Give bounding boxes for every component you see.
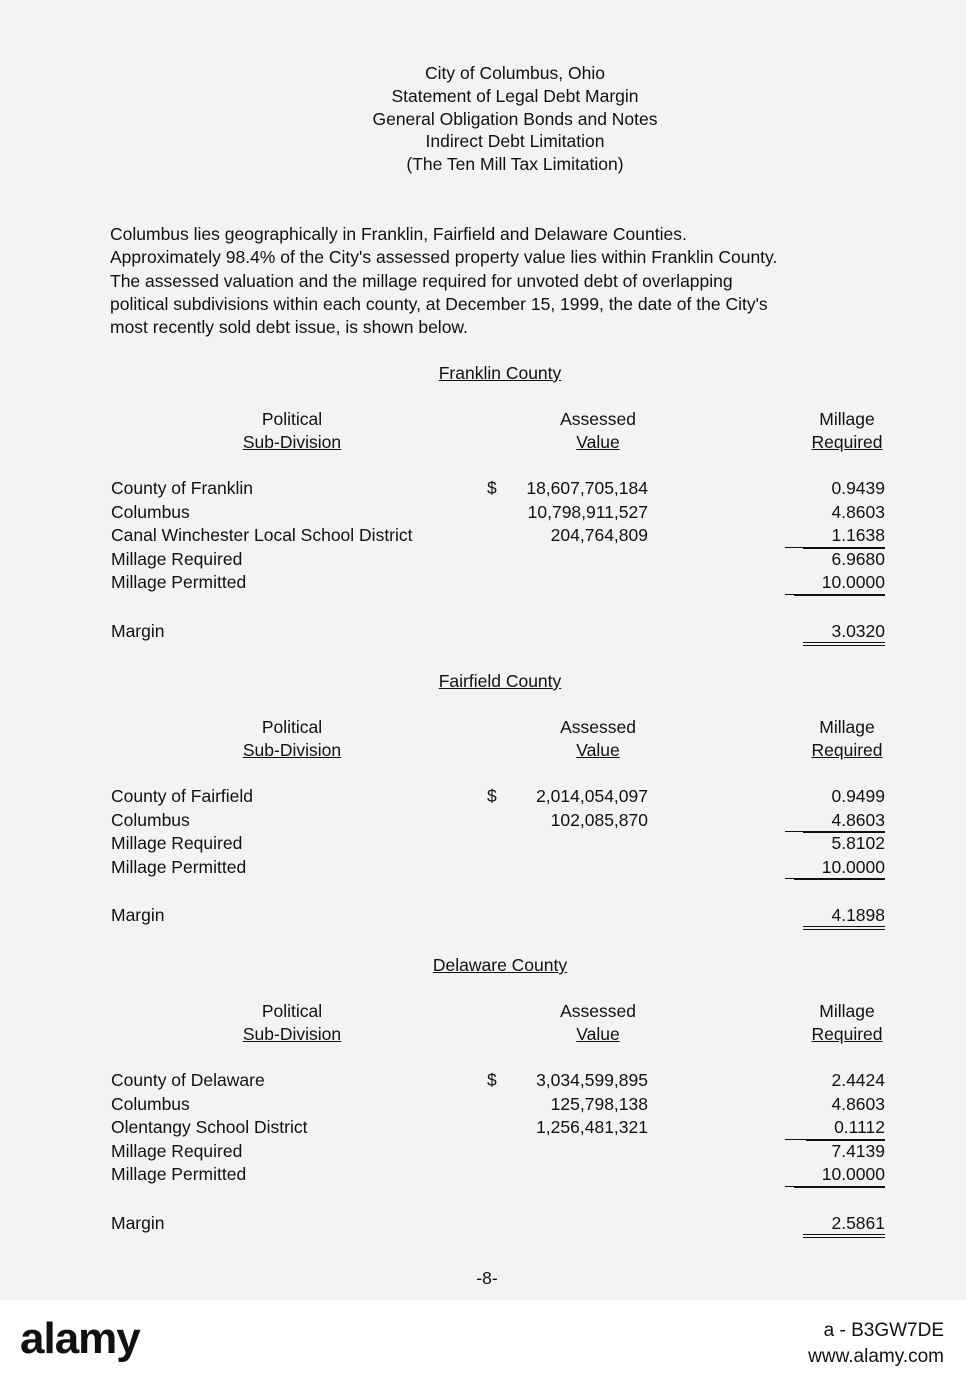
table-row [0, 785, 966, 809]
millage-value: 0.9439 [831, 478, 885, 498]
col-header-line: Required [811, 1024, 883, 1044]
intro-line: most recently sold debt issue, is shown below. [110, 317, 468, 338]
intro-line: Approximately 98.4% of the City's assessed property value lies within Franklin County. [110, 247, 778, 268]
row-label: Millage Permitted [111, 572, 247, 592]
millage-value: 2.4424 [831, 1070, 885, 1090]
millage-value: 4.1898 [803, 904, 885, 930]
row-label: Millage Required [111, 1140, 243, 1161]
table-row [0, 571, 966, 595]
row-label: Millage Permitted [111, 856, 247, 877]
millage-value: 10.0000 [794, 571, 885, 596]
col-header-line: Value [576, 432, 620, 452]
col-header-line: Sub-Division [242, 1024, 342, 1044]
col-header-millage [767, 1000, 927, 1046]
row-label: County of Delaware [111, 1070, 265, 1090]
row-label: Columbus [111, 501, 190, 522]
col-header-subdivision [192, 408, 392, 454]
millage-value: 10.0000 [794, 856, 885, 881]
row-label: County of Fairfield [111, 786, 254, 806]
table-row [0, 1069, 966, 1093]
table-row [0, 1116, 966, 1140]
assessed-value: 1,256,481,321 [536, 1117, 648, 1137]
row-label: Millage Permitted [111, 1164, 247, 1184]
assessed-value: 10,798,911,527 [527, 501, 648, 522]
row-label: Columbus [111, 809, 190, 830]
image-id: a - B3GW7DE [823, 1320, 944, 1341]
table-row [0, 524, 966, 548]
table-row [0, 856, 966, 880]
intro-line: political subdivisions within each county, at December 15, 1999, the date of the City's [110, 293, 768, 314]
millage-value: 4.8603 [831, 1093, 885, 1114]
col-header-millage [767, 716, 927, 762]
county-section [0, 670, 966, 970]
col-header-line: Value [576, 740, 620, 760]
col-header-line: Assessed [560, 409, 636, 429]
col-header-line: Assessed [560, 717, 636, 737]
assessed-value: 125,798,138 [550, 1093, 648, 1114]
millage-value: 4.8603 [831, 501, 885, 522]
col-header-subdivision [192, 1000, 392, 1046]
assessed-value: 2,014,054,097 [536, 786, 648, 806]
county-heading-text: Delaware County [432, 955, 568, 975]
intro-paragraph [110, 223, 890, 339]
title-line: Statement of Legal Debt Margin [391, 85, 639, 106]
col-header-value [498, 1000, 698, 1046]
dollar-sign: $ [487, 478, 497, 498]
county-heading [300, 670, 700, 692]
col-header-line: Political [261, 717, 323, 737]
col-header-line: Millage [819, 409, 875, 429]
county-section [0, 362, 966, 662]
county-heading [300, 362, 700, 384]
millage-value: 10.0000 [794, 1163, 885, 1188]
margin-row [0, 1212, 966, 1236]
col-header-subdivision [192, 716, 392, 762]
row-label: Millage Required [111, 833, 243, 853]
table-row [0, 477, 966, 501]
millage-value: 0.1112 [806, 1116, 885, 1141]
title-line: (The Ten Mill Tax Limitation) [406, 154, 624, 175]
col-header-line: Millage [819, 1001, 875, 1021]
county-heading-text: Franklin County [438, 363, 562, 383]
margin-row [0, 904, 966, 928]
row-label: Margin [111, 1212, 165, 1233]
assessed-value: 204,764,809 [550, 525, 648, 545]
col-header-line: Value [576, 1024, 620, 1044]
row-label: Millage Required [111, 548, 243, 569]
millage-value: 2.5861 [803, 1212, 885, 1238]
table-row [0, 548, 966, 572]
col-header-line: Political [261, 1001, 323, 1021]
row-label: County of Franklin [111, 478, 254, 498]
col-header-value [498, 408, 698, 454]
county-section [0, 954, 966, 1254]
document-title [0, 62, 966, 176]
row-label: Margin [111, 905, 165, 925]
site-url: www.alamy.com [808, 1346, 944, 1367]
watermark-ref [808, 1318, 944, 1370]
title-line: City of Columbus, Ohio [425, 63, 605, 83]
col-header-line: Millage [819, 717, 875, 737]
row-label: Margin [111, 620, 165, 641]
dollar-sign: $ [487, 786, 497, 806]
row-label: Canal Winchester Local School District [111, 525, 413, 545]
assessed-value: 18,607,705,184 [526, 478, 648, 498]
intro-line: The assessed valuation and the millage required for unvoted debt of overlapping [110, 270, 733, 291]
millage-value: 3.0320 [803, 620, 885, 646]
row-label: Olentangy School District [111, 1117, 308, 1137]
table-row [0, 809, 966, 833]
title-line: General Obligation Bonds and Notes [372, 108, 658, 129]
dollar-sign: $ [487, 1070, 497, 1090]
millage-value: 6.9680 [831, 548, 885, 569]
col-header-line: Assessed [560, 1001, 636, 1021]
col-header-line: Sub-Division [242, 432, 342, 452]
col-header-line: Sub-Division [242, 740, 342, 760]
col-header-value [498, 716, 698, 762]
col-header-line: Required [811, 432, 883, 452]
county-heading [300, 954, 700, 976]
table-row [0, 832, 966, 856]
millage-value: 4.8603 [803, 809, 885, 834]
millage-value: 1.1638 [803, 524, 885, 549]
county-heading-text: Fairfield County [438, 671, 562, 691]
table-row [0, 501, 966, 525]
intro-line: Columbus lies geographically in Franklin, Fairfield and Delaware Counties. [110, 224, 687, 244]
watermark-footer [0, 1300, 966, 1390]
watermark-logo: alamy [20, 1314, 140, 1363]
millage-value: 5.8102 [831, 833, 885, 853]
col-header-line: Political [261, 409, 323, 429]
table-row [0, 1163, 966, 1187]
table-row [0, 1140, 966, 1164]
title-line: Indirect Debt Limitation [425, 131, 605, 152]
col-header-millage [767, 408, 927, 454]
millage-value: 0.9499 [831, 786, 885, 806]
page-number: -8- [476, 1268, 498, 1288]
col-header-line: Required [811, 740, 883, 760]
table-row [0, 1093, 966, 1117]
assessed-value: 3,034,599,895 [536, 1070, 648, 1090]
margin-row [0, 620, 966, 644]
assessed-value: 102,085,870 [550, 809, 648, 830]
row-label: Columbus [111, 1093, 190, 1114]
millage-value: 7.4139 [831, 1140, 885, 1161]
